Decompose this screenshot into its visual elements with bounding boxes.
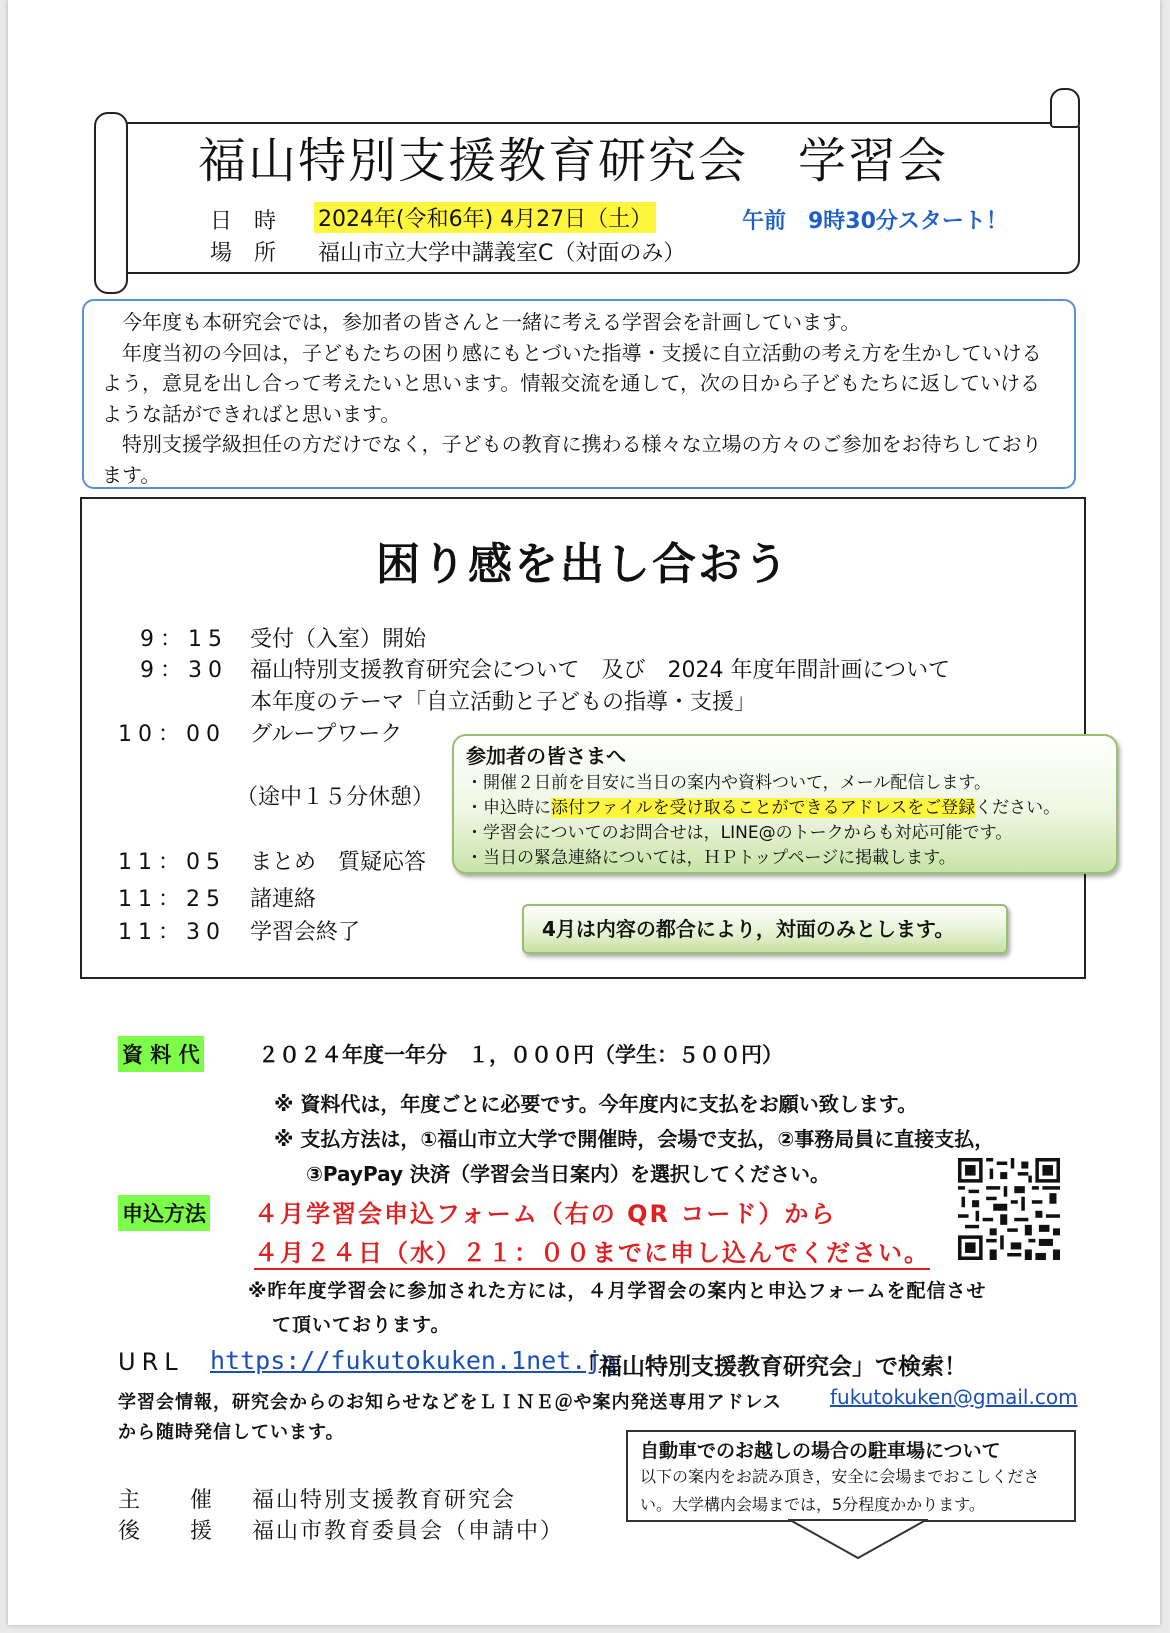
apply-deadline: ４月２４日（水）２１：００までに申し込んでください。 xyxy=(254,1233,930,1270)
fees-note: ③PayPay 決済（学習会当日案内）を選択してください。 xyxy=(306,1162,830,1186)
schedule-text: グループワーク xyxy=(250,722,403,747)
intro-box xyxy=(82,299,1076,489)
schedule-time: 10：00 xyxy=(118,722,226,747)
support-label: 後 援 xyxy=(118,1519,215,1544)
parking-text: 以下の案内をお読み頂き，安全に会場までおこしください。大学構内会場までは，5分程度かかります。 xyxy=(640,1467,1040,1514)
place-label: 場 所 xyxy=(210,241,277,266)
fees-value: ２０２４年度一年分 １，０００円（学生：５００円） xyxy=(258,1043,783,1067)
schedule-text: 学習会終了 xyxy=(250,920,361,945)
participant-notice xyxy=(452,734,1118,874)
schedule-time: 9：15 xyxy=(140,627,228,652)
parking-title: 自動車でのお越しの場合の駐車場について xyxy=(640,1440,1001,1462)
notice-text: ください。 xyxy=(975,798,1061,818)
notice-line: ・当日の緊急連絡については，ＨＰトップページに掲載します。 xyxy=(466,848,956,868)
scroll-curl-right xyxy=(1050,88,1080,128)
page-title: 福山特別支援教育研究会 学習会 xyxy=(198,133,949,189)
parking-box xyxy=(626,1430,1076,1522)
intro-paragraph-3: 特別支援学級担任の方だけでなく，子どもの教育に携わる様々な立場の方々のご参加をお待ちしております。 xyxy=(102,432,1042,487)
notice-title: 参加者の皆さまへ xyxy=(466,744,626,768)
fees-note: ※ 支払方法は，①福山市立大学で開催時，会場で支払，②事務局員に直接支払， xyxy=(274,1127,995,1151)
url-label: URL xyxy=(118,1348,184,1376)
date-label: 日 時 xyxy=(210,209,277,234)
scroll-curl-left xyxy=(94,112,128,294)
qr-code-icon[interactable] xyxy=(958,1158,1060,1260)
schedule-text: 福山特別支援教育研究会について 及び 2024 年度年間計画について xyxy=(250,658,951,683)
notice-line xyxy=(466,796,1104,821)
notice-line: ・学習会についてのお問合せは，LINE@のトークからも対応可能です。 xyxy=(466,823,1013,843)
place-value: 福山市立大学中講義室C（対面のみ） xyxy=(318,241,686,266)
apply-note: て頂いております。 xyxy=(272,1314,451,1336)
contact-line: から随時発信しています。 xyxy=(118,1422,345,1443)
schedule-time: 11：05 xyxy=(118,850,226,875)
apply-label: 申込方法 xyxy=(118,1195,210,1231)
support-value: 福山市教育委員会（申請中） xyxy=(252,1519,565,1544)
contact-email-link[interactable]: fukutokuken@gmail.com xyxy=(830,1385,1078,1409)
search-hint: 「福山特別支援教育研究会」で検索！ xyxy=(576,1354,967,1380)
website-link[interactable]: https://fukutokuken.1net.jp xyxy=(210,1346,617,1375)
fees-note: ※ 資料代は，年度ごとに必要です。今年度内に支払をお願い致します。 xyxy=(274,1092,918,1116)
notice-text: ・申込時に xyxy=(466,798,551,818)
schedule-text: （途中１５分休憩） xyxy=(236,785,435,810)
fees-label: 資 料 代 xyxy=(118,1036,204,1072)
host-value: 福山特別支援教育研究会 xyxy=(252,1488,517,1513)
notice-line: ・開催２日前を目安に当日の案内や資料ついて，メール配信します。 xyxy=(466,773,991,793)
contact-line: 学習会情報，研究会からのお知らせなどをＬＩＮＥ＠や案内発送専用アドレス xyxy=(118,1392,782,1413)
schedule-text: 本年度のテーマ「自立活動と子どもの指導・支援」 xyxy=(250,690,757,715)
program-title: 困り感を出し合おう xyxy=(376,539,790,590)
schedule-time: 9：30 xyxy=(140,658,228,683)
schedule-time: 11：25 xyxy=(118,887,226,912)
face-to-face-note: 4月は内容の都合により，対面のみとします。 xyxy=(522,904,1008,954)
schedule-text: 受付（入室）開始 xyxy=(250,627,427,652)
down-arrow-icon xyxy=(788,1518,928,1562)
notice-highlight: 添付ファイルを受け取ることができるアドレスをご登録 xyxy=(551,798,976,818)
schedule-text: 諸連絡 xyxy=(250,887,317,912)
schedule-time: 11：30 xyxy=(118,920,226,945)
schedule-text: まとめ 質疑応答 xyxy=(250,850,427,875)
host-label: 主 催 xyxy=(118,1488,215,1513)
apply-note: ※昨年度学習会に参加された方には，４月学習会の案内と申込フォームを配信させ xyxy=(248,1280,987,1302)
date-value: 2024年(令和6年) 4月27日（土） xyxy=(314,202,656,233)
apply-form-line: ４月学習会申込フォーム（右の QR コード）から xyxy=(254,1200,837,1228)
intro-paragraph-1: 今年度も本研究会では，参加者の皆さんと一緒に考える学習会を計画しています。 xyxy=(102,310,861,334)
start-time: 午前 9時30分スタート！ xyxy=(742,209,1008,234)
intro-paragraph-2: 年度当初の今回は，子どもたちの困り感にもとづいた指導・支援に自立活動の考え方を生かしていけるよう，意見を出し合って考えたいと思います。情報交流を通して，次の日から子どもたちに返していけるような話ができればと思います。 xyxy=(102,340,1042,426)
